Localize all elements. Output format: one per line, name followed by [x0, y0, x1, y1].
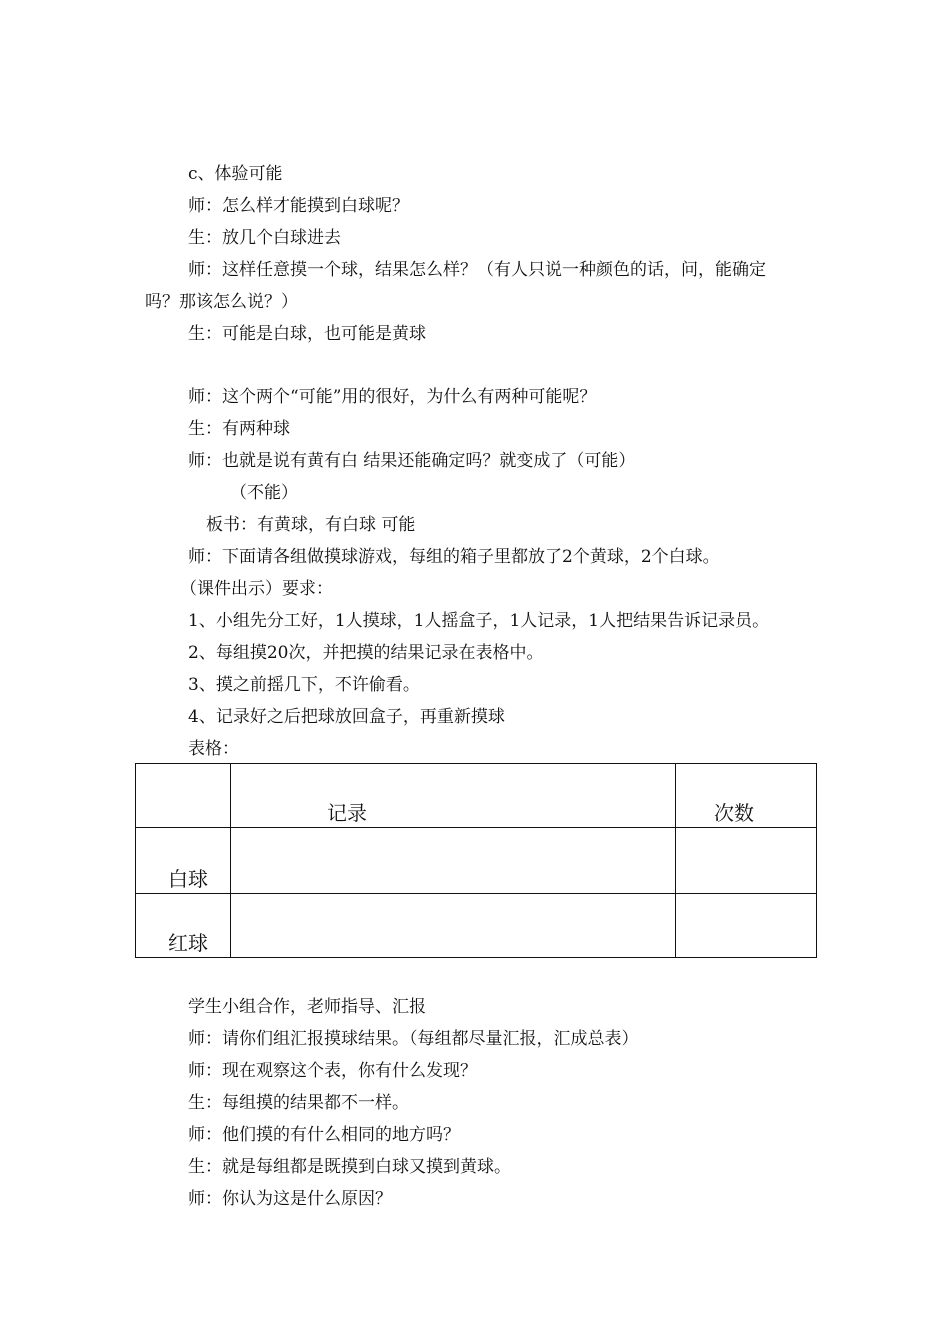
requirements-heading: （课件出示）要求： — [180, 579, 333, 599]
record-table — [135, 763, 817, 958]
record-cell — [231, 893, 676, 957]
count-cell — [676, 893, 817, 957]
board-writing: 板书：有黄球，有白球 可能 — [206, 515, 416, 535]
dialogue-line: 生：可能是白球，也可能是黄球 — [188, 324, 426, 344]
dialogue-line-note: （不能） — [230, 483, 298, 503]
row-label-red-ball: 红球 — [136, 893, 231, 957]
dialogue-line: 师：也就是说有黄有白 结果还能确定吗？就变成了（可能） — [188, 451, 636, 471]
count-cell — [676, 828, 817, 893]
table-caption: 表格： — [188, 739, 239, 759]
table-row — [136, 893, 817, 957]
record-header: 记录 — [231, 764, 676, 828]
table-header-row — [136, 764, 817, 828]
dialogue-line: 师：下面请各组做摸球游戏，每组的箱子里都放了2个黄球，2个白球。 — [188, 547, 720, 567]
count-header: 次数 — [676, 764, 817, 828]
requirement-item: 2、每组摸20次，并把摸的结果记录在表格中。 — [188, 643, 544, 663]
dialogue-line: 师：现在观察这个表，你有什么发现？ — [188, 1061, 477, 1081]
dialogue-line: 生：有两种球 — [188, 419, 290, 439]
activity-line: 学生小组合作，老师指导、汇报 — [188, 997, 426, 1017]
section-heading: c、体验可能 — [188, 164, 283, 184]
dialogue-line: 师：请你们组汇报摸球结果。（每组都尽量汇报，汇成总表） — [188, 1029, 639, 1049]
requirement-item: 3、摸之前摇几下，不许偷看。 — [188, 675, 420, 695]
requirement-item: 4、记录好之后把球放回盒子，再重新摸球 — [188, 707, 505, 727]
dialogue-line: 师：他们摸的有什么相同的地方吗？ — [188, 1125, 460, 1145]
dialogue-line: 生：每组摸的结果都不一样。 — [188, 1093, 409, 1113]
record-cell — [231, 828, 676, 893]
dialogue-line: 生：放几个白球进去 — [188, 228, 341, 248]
row-label-white-ball: 白球 — [136, 828, 231, 893]
dialogue-line-continuation: 吗？那该怎么说？） — [145, 292, 298, 312]
table-row — [136, 828, 817, 893]
dialogue-line: 生：就是每组都是既摸到白球又摸到黄球。 — [188, 1157, 511, 1177]
dialogue-line: 师：你认为这是什么原因？ — [188, 1189, 392, 1209]
requirement-item: 1、小组先分工好，1人摸球，1人摇盒子，1人记录，1人把结果告诉记录员。 — [188, 611, 770, 631]
dialogue-line: 师：怎么样才能摸到白球呢？ — [188, 196, 409, 216]
dialogue-line: 师：这个两个“可能”用的很好，为什么有两种可能呢？ — [188, 387, 597, 407]
table-corner-cell — [136, 764, 231, 828]
dialogue-line: 师：这样任意摸一个球，结果怎么样？（有人只说一种颜色的话，问，能确定 — [188, 260, 766, 280]
